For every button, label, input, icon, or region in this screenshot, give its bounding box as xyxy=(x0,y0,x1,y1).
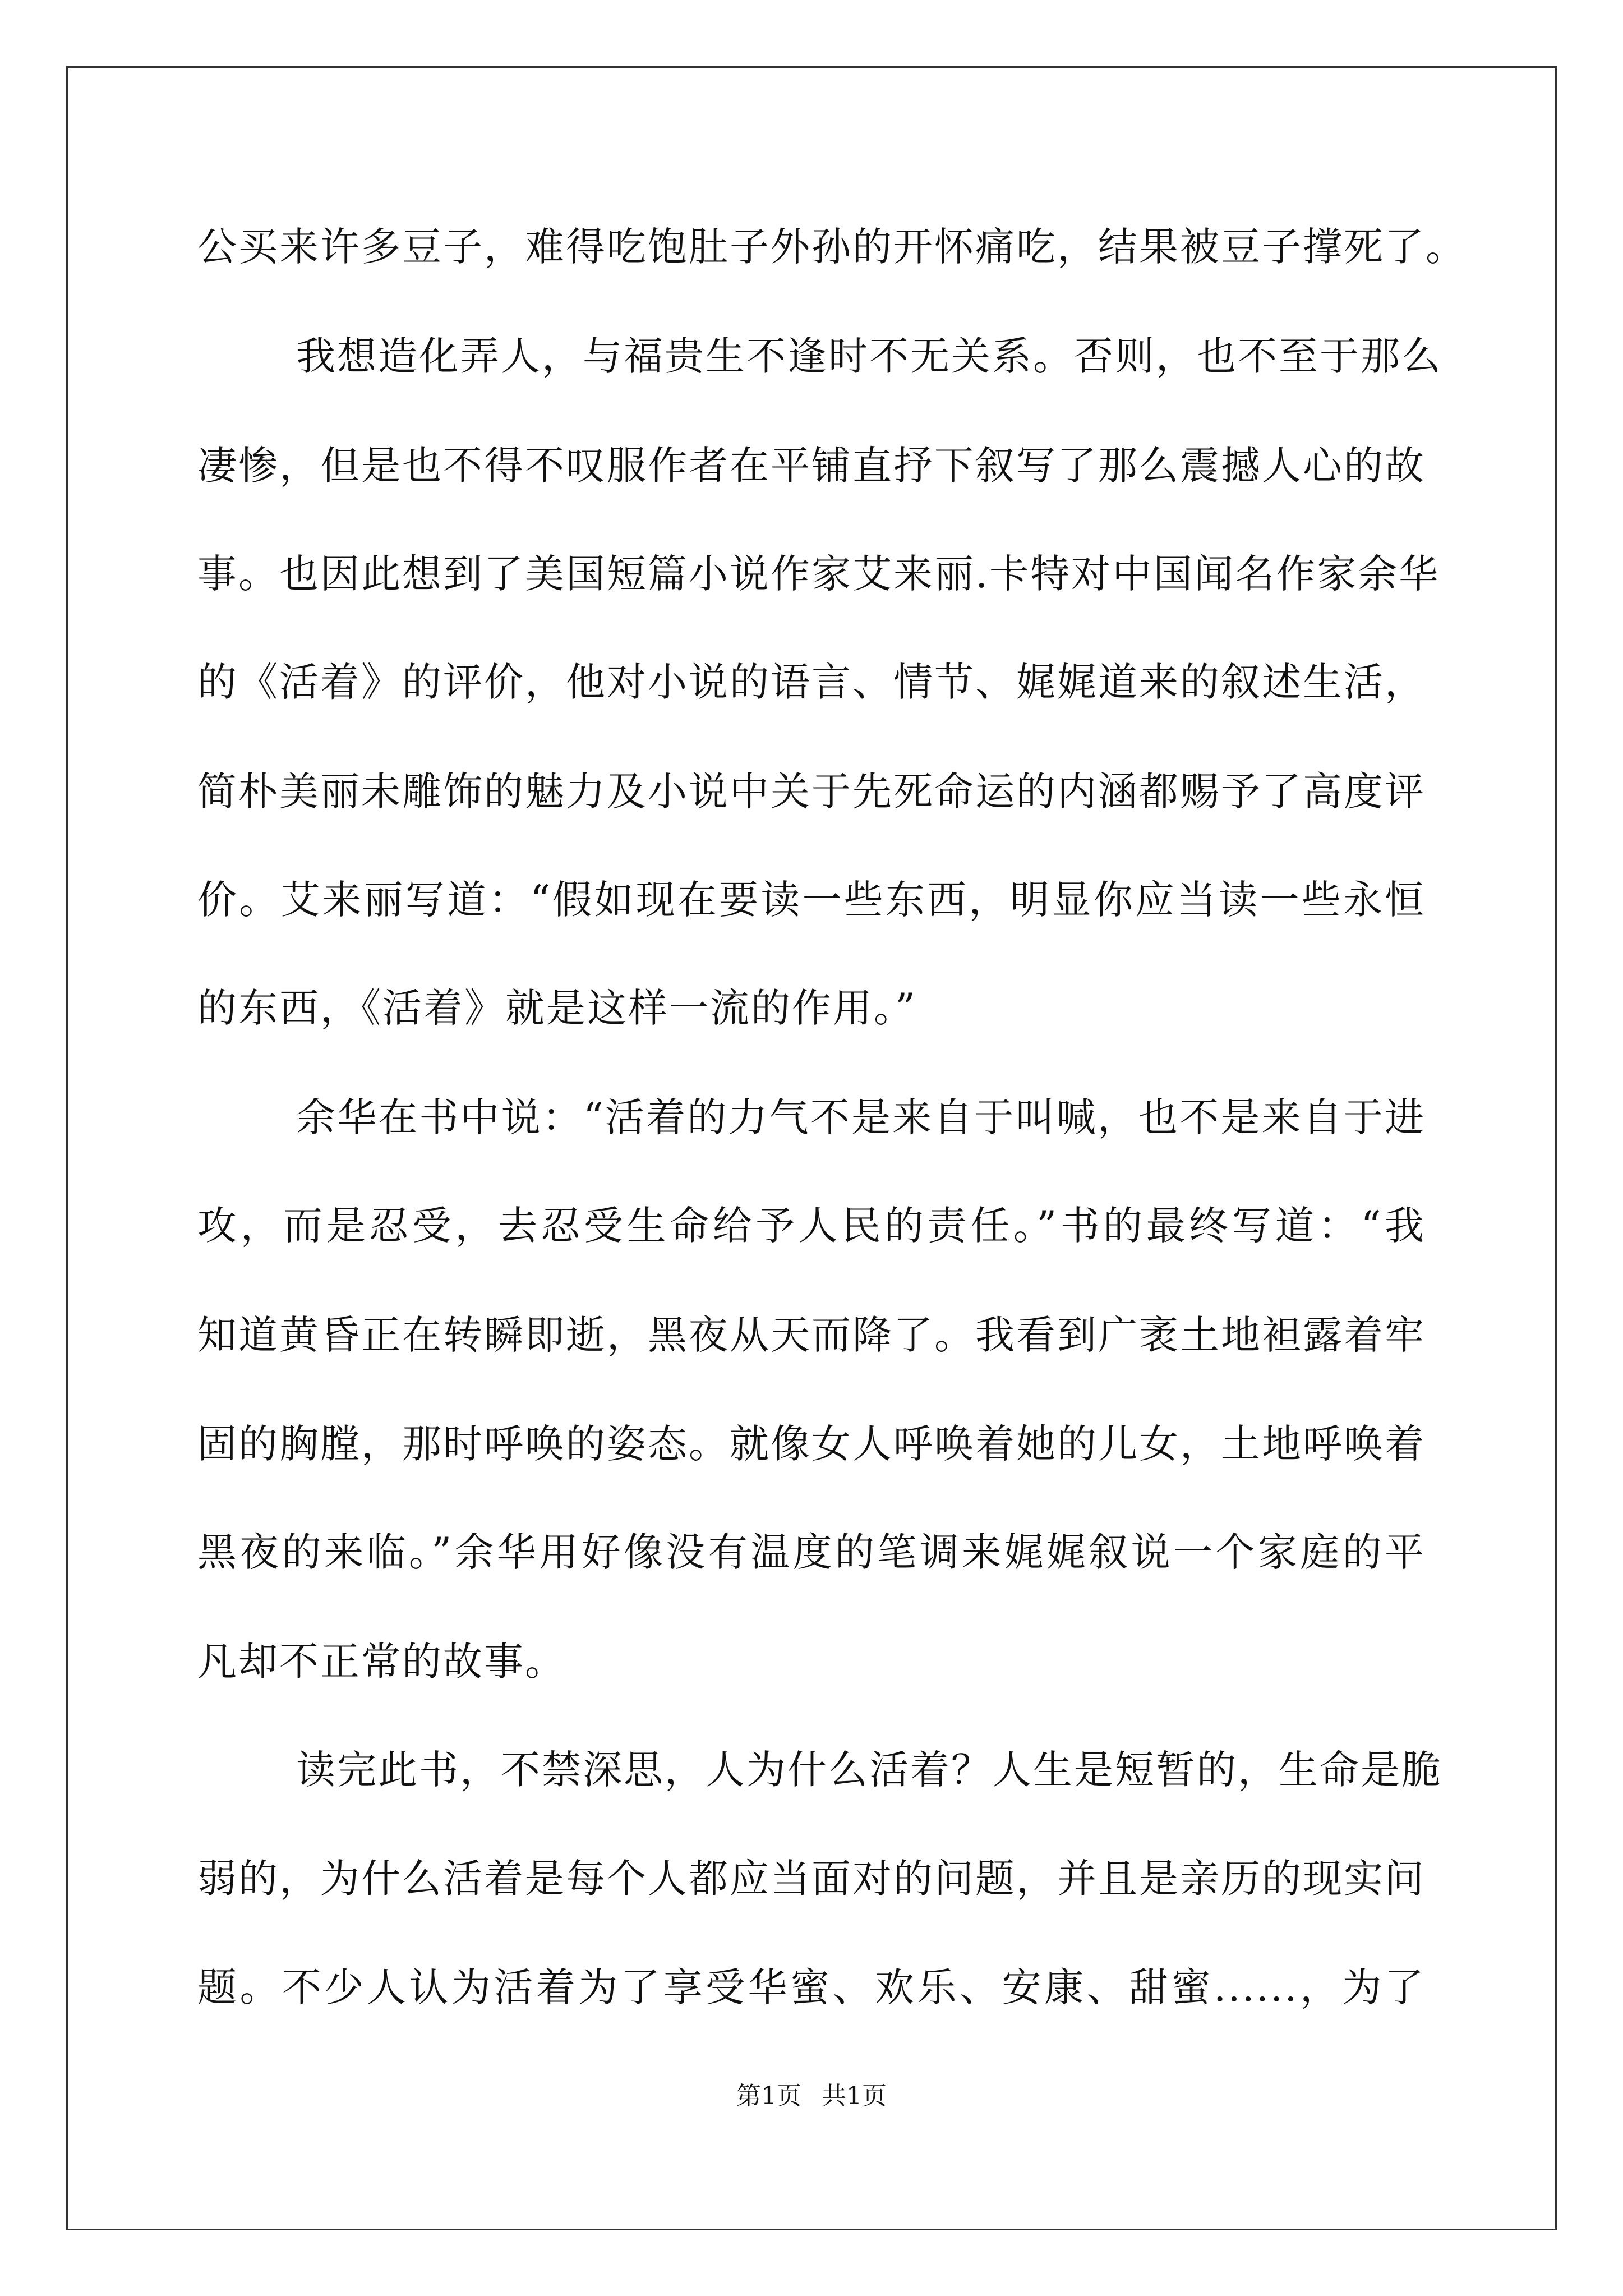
text-line: 事。也因此想到了美国短篇小说作家艾来丽.卡特对中国闻名作家余华 xyxy=(197,551,1440,597)
page-total: 共1页 xyxy=(822,2082,887,2110)
text-line: 知道黄昏正在转瞬即逝，黑夜从天而降了。我看到广袤土地袒露着牢 xyxy=(197,1312,1426,1358)
paragraph-first-line: 余华在书中说：“活着的力气不是来自于叫喊，也不是来自于进 xyxy=(296,1094,1426,1140)
page-number: 第1页 xyxy=(736,2082,801,2110)
text-line: 攻，而是忍受，去忍受生命给予人民的责任。”书的最终写道：“我 xyxy=(197,1203,1426,1249)
text-line: 凄惨，但是也不得不叹服作者在平铺直抒下叙写了那么震撼人心的故 xyxy=(197,443,1426,489)
paragraph-first-line: 我想造化弄人，与福贵生不逢时不无关系。否则，也不至于那么 xyxy=(296,333,1442,379)
page-footer xyxy=(0,2079,1623,2113)
text-line: 的东西，《活着》就是这样一流的作用。” xyxy=(197,985,917,1031)
text-line: 的《活着》的评价，他对小说的语言、情节、娓娓道来的叙述生活， xyxy=(197,659,1426,705)
text-line: 价。艾来丽写道：“假如现在要读一些东西，明显你应当读一些永恒 xyxy=(197,877,1426,923)
text-line: 黑夜的来临。”余华用好像没有温度的笔调来娓娓叙说一个家庭的平 xyxy=(197,1529,1426,1575)
text-line: 凡却不正常的故事。 xyxy=(197,1639,566,1685)
text-line: 公买来许多豆子，难得吃饱肚子外孙的开怀痛吃，结果被豆子撑死了。 xyxy=(197,224,1467,270)
text-line: 题。不少人认为活着为了享受华蜜、欢乐、安康、甜蜜......，为了 xyxy=(197,1964,1426,2010)
text-line: 固的胸膛，那时呼唤的姿态。就像女人呼唤着她的儿女，土地呼唤着 xyxy=(197,1421,1426,1467)
text-line: 弱的，为什么活着是每个人都应当面对的问题，并且是亲历的现实问 xyxy=(197,1856,1426,1902)
paragraph-first-line: 读完此书，不禁深思，人为什么活着？人生是短暂的，生命是脆 xyxy=(296,1747,1442,1793)
text-line: 简朴美丽未雕饰的魅力及小说中关于先死命运的内涵都赐予了高度评 xyxy=(197,769,1426,815)
